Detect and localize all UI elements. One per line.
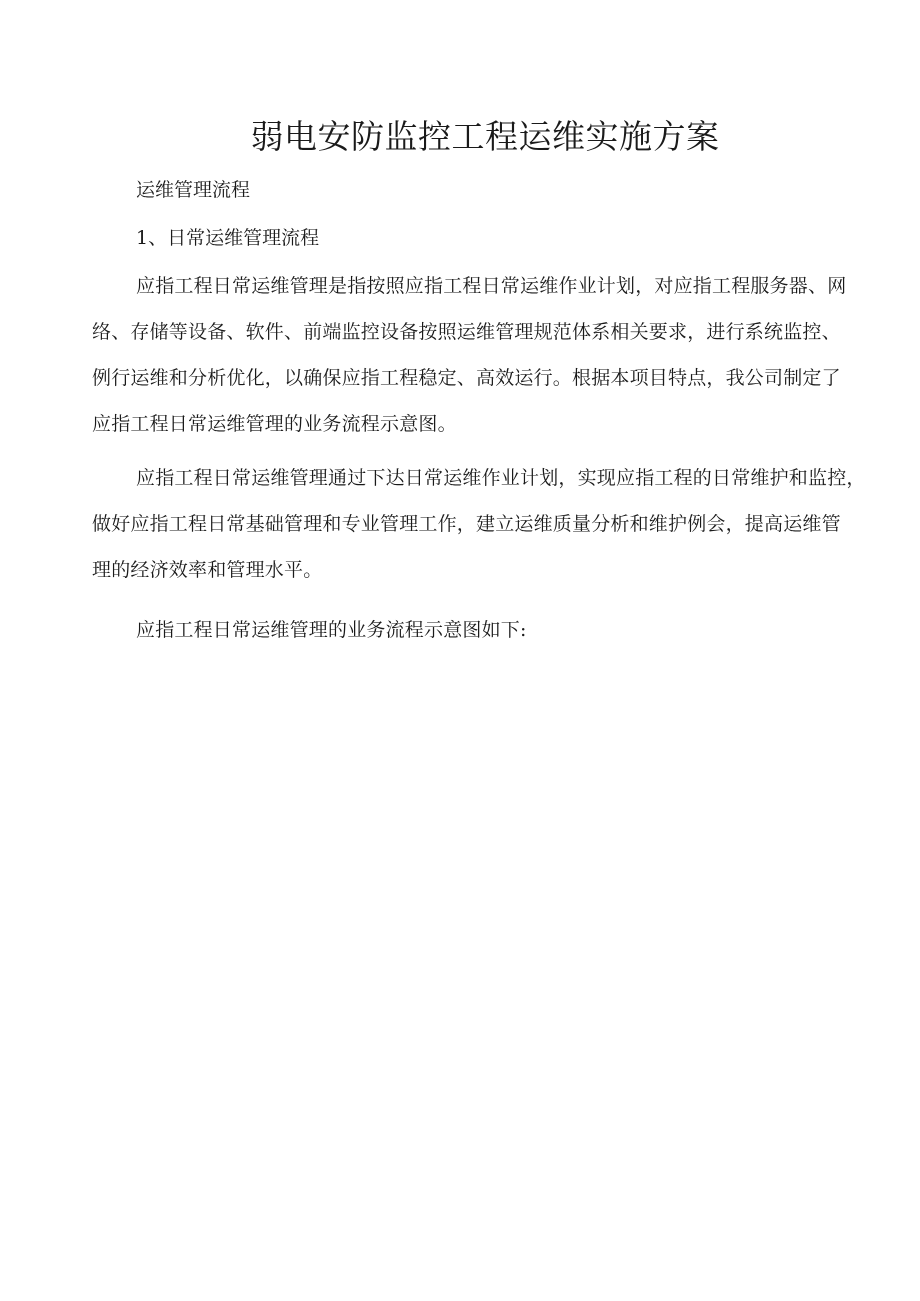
paragraph-3 (92, 616, 880, 662)
paragraph-line: 做好应指工程日常基础管理和专业管理工作，建立运维质量分析和维护例会，提高运维管 (92, 513, 841, 535)
paragraph-1 (92, 272, 880, 456)
paragraph-line: 例行运维和分析优化，以确保应指工程稳定、高效运行。根据本项目特点，我公司制定了 (92, 367, 841, 389)
paragraph-2 (92, 464, 880, 602)
document-title: 弱电安防监控工程运维实施方案 (250, 117, 720, 156)
section-heading: 运维管理流程 (136, 179, 251, 201)
paragraph-line: 应指工程日常运维管理的业务流程示意图如下: (136, 619, 527, 641)
paragraph-line: 络、存储等设备、软件、前端监控设备按照运维管理规范体系相关要求，进行系统监控、 (92, 321, 841, 343)
paragraph-line: 应指工程日常运维管理通过下达日常运维作业计划，实现应指工程的日常维护和监控， (136, 467, 866, 489)
paragraph-line: 理的经济效率和管理水平。 (92, 559, 323, 581)
subsection-heading: 1、日常运维管理流程 (136, 227, 320, 249)
paragraph-line: 应指工程日常运维管理是指按照应指工程日常运维作业计划，对应指工程服务器、网 (136, 275, 847, 297)
paragraph-line: 应指工程日常运维管理的业务流程示意图。 (92, 413, 457, 435)
